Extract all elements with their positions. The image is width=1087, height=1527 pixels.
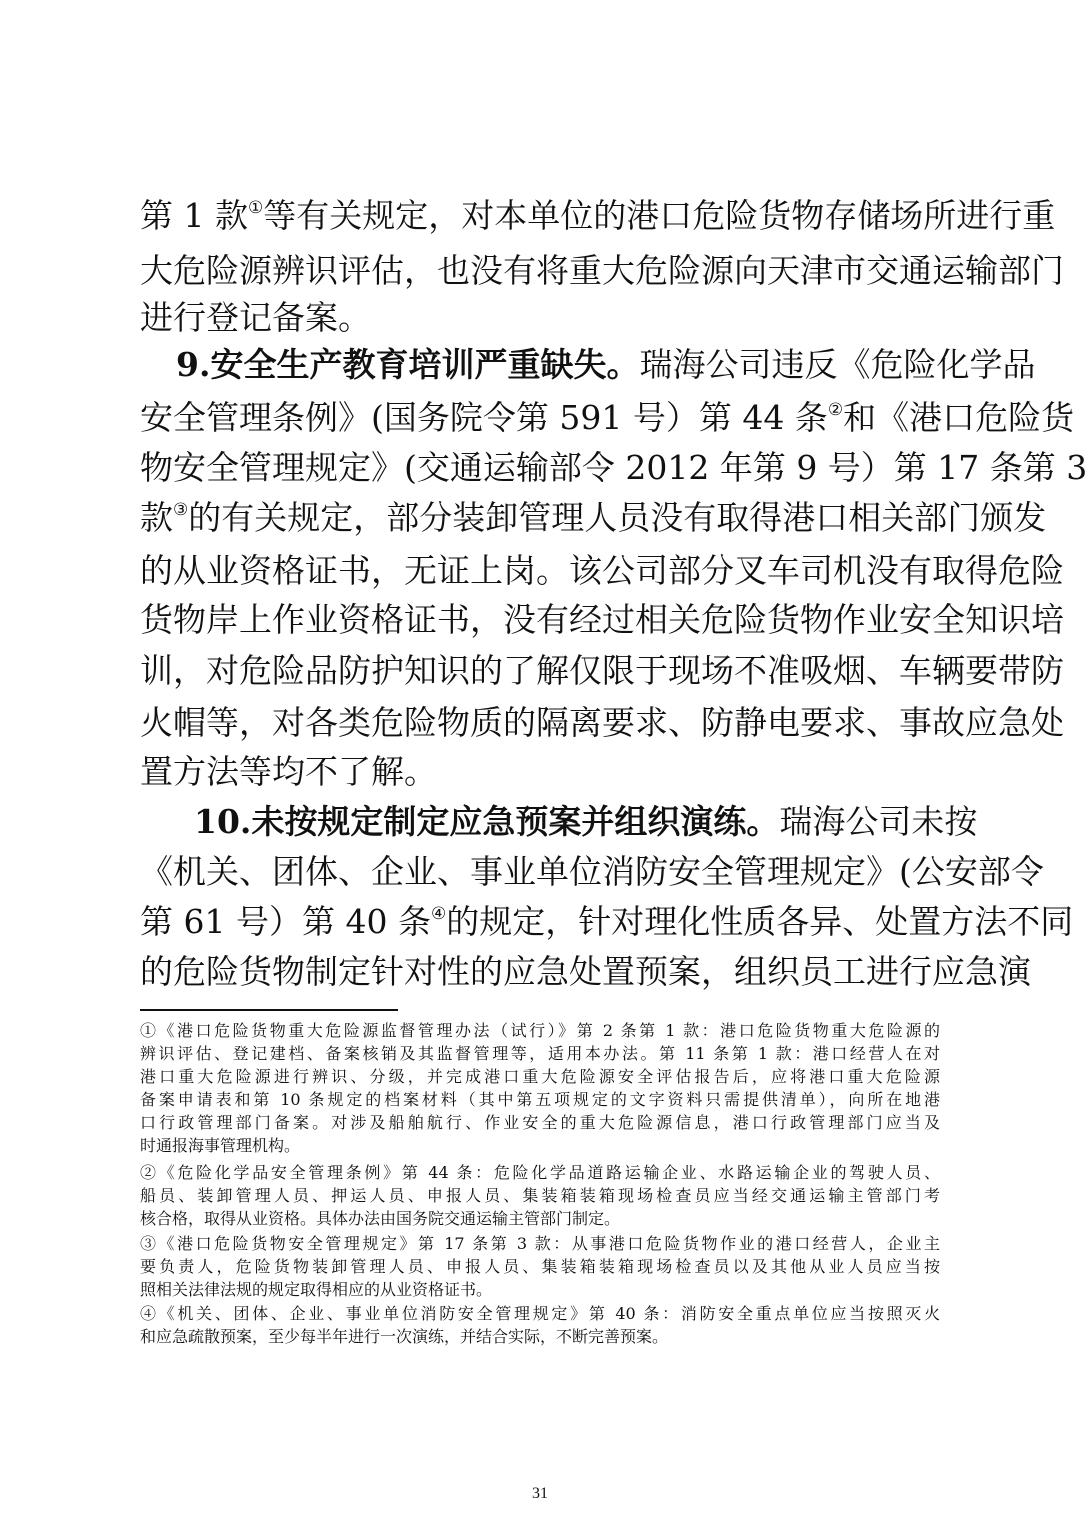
- footnote-1-line: 港口重大危险源进行辨识、分级，并完成港口重大危险源安全评估报告后，应将港口重大危险源: [140, 1067, 940, 1086]
- footnote-ref-4: ④: [430, 904, 447, 924]
- footnote-2-line: 船员、装卸管理人员、押运人员、申报人员、集装箱装箱现场检查员应当经交通运输主管部门考: [140, 1186, 940, 1205]
- body-line: 《机关、团体、企业、事业单位消防安全管理规定》(公安部令: [140, 852, 1044, 891]
- footnote-1-line: ①《港口危险货物重大危险源监督管理办法（试行）》第 2 条第 1 款：港口危险货物重大危险源的: [140, 1021, 940, 1040]
- section-10-heading: 10.未按规定制定应急预案并组织演练。: [194, 802, 780, 841]
- footnote-1-line: 辨识评估、登记建档、备案核销及其监督管理等，适用本办法。第 11 条第 1 款：港口经营人在对: [140, 1044, 940, 1063]
- footnote-separator: [140, 1009, 398, 1011]
- body-line: [140, 398, 1075, 444]
- footnote-3-line: 照相关法律法规的规定取得相应的从业资格证书。: [140, 1280, 493, 1299]
- body-text: 和《港口危险货: [843, 398, 1075, 437]
- body-text: 款: [140, 498, 173, 537]
- footnote-4-line: ④《机关、团体、企业、事业单位消防安全管理规定》第 40 条：消防安全重点单位应当按照灭火: [140, 1304, 940, 1323]
- body-text: 第 61 号）第 40 条: [140, 902, 431, 941]
- body-line: 货物岸上作业资格证书，没有经过相关危险货物作业安全知识培: [140, 600, 1064, 639]
- footnote-ref-1: ①: [247, 198, 264, 218]
- body-line: 的从业资格证书，无证上岗。该公司部分叉车司机没有取得危险: [140, 551, 1064, 590]
- body-text: 的规定，针对理化性质各异、处置方法不同: [446, 902, 1074, 941]
- section-9-line: [176, 345, 1036, 391]
- body-line: 进行登记备案。: [140, 298, 371, 337]
- body-line: [140, 498, 1047, 544]
- footnote-1-line: 口行政管理部门备案。对涉及船舶航行、作业安全的重大危险源信息，港口行政管理部门应当及: [140, 1113, 940, 1132]
- body-text: 等有关规定，对本单位的港口危险货物存储场所进行重: [263, 196, 1056, 235]
- body-line: [140, 196, 1056, 242]
- body-text: 瑞海公司违反《危险化学品: [639, 345, 1036, 384]
- body-line: 训，对危险品防护知识的了解仅限于现场不准吸烟、车辆要带防: [140, 651, 1064, 690]
- body-text: 的有关规定，部分装卸管理人员没有取得港口相关部门颁发: [188, 498, 1047, 537]
- footnote-3-line: ③《港口危险货物安全管理规定》第 17 条第 3 款：从事港口危险货物作业的港口经营人，企业主: [140, 1234, 940, 1253]
- body-line: 物安全管理规定》(交通运输部令 2012 年第 9 号）第 17 条第 3: [140, 448, 1087, 487]
- footnote-1-line: 时通报海事管理机构。: [140, 1136, 301, 1155]
- body-line: 置方法等均不了解。: [140, 752, 437, 791]
- body-line: 火帽等，对各类危险物质的隔离要求、防静电要求、事故应急处: [140, 703, 1064, 742]
- body-line: 的危险货物制定针对性的应急处置预案，组织员工进行应急演: [140, 952, 1031, 991]
- body-text: 瑞海公司未按: [779, 802, 978, 841]
- footnote-2-line: 核合格，取得从业资格。具体办法由国务院交通运输主管部门制定。: [140, 1209, 621, 1228]
- footnote-ref-3: ③: [173, 500, 189, 520]
- page-number: 31: [532, 1485, 548, 1502]
- footnote-4-line: 和应急疏散预案，至少每半年进行一次演练，并结合实际，不断完善预案。: [140, 1327, 669, 1346]
- footnote-2-line: ②《危险化学品安全管理条例》第 44 条：危险化学品道路运输企业、水路运输企业的驾驶人员、: [140, 1163, 940, 1182]
- section-10-line: [194, 802, 978, 848]
- body-line: 大危险源辨识评估，也没有将重大危险源向天津市交通运输部门: [140, 251, 1064, 290]
- body-text: 安全管理条例》(国务院令第 591 号）第 44 条: [140, 398, 828, 437]
- body-text: 第 1 款: [140, 196, 248, 235]
- body-line: [140, 902, 1074, 948]
- section-9-heading: 9.安全生产教育培训严重缺失。: [176, 345, 640, 384]
- footnote-ref-2: ②: [827, 400, 844, 420]
- footnote-3-line: 要负责人，危险货物装卸管理人员、申报人员、集装箱装箱现场检查员以及其他从业人员应当按: [140, 1257, 940, 1276]
- footnote-1-line: 备案申请表和第 10 条规定的档案材料（其中第五项规定的文字资料只需提供清单），向所在地港: [140, 1090, 940, 1109]
